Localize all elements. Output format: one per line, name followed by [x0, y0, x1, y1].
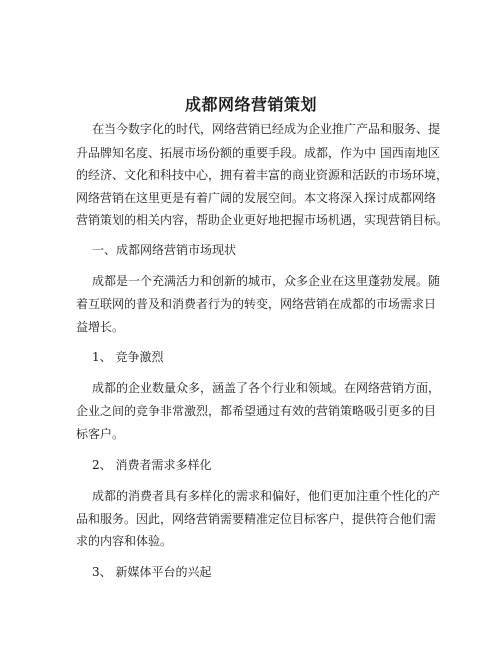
intro-line-2: 升品牌知名度、拓展市场份额的重要手段。成都，作为中 国西南地区: [76, 146, 440, 160]
point2-line-2: 品和服务。因此，网络营销需要精准定位目标客户，提供符合他们需: [76, 512, 437, 526]
intro-line-4: 网络营销在这里更是有着广阔的发展空间。本文将深入探讨成都网络: [76, 191, 437, 205]
intro-line-5: 营销策划的相关内容，帮助企业更好地把握市场机遇，实现营销目标。: [76, 213, 449, 227]
point2-line-1: 成都的消费者具有多样化的需求和偏好，他们更加注重个性化的产: [92, 489, 441, 503]
document-title: 成都网络营销策划: [184, 95, 317, 114]
point-heading-consumer-demand: 2、 消费者需求多样化: [92, 458, 212, 472]
point-heading-competition: 1、 竞争激烈: [92, 350, 164, 364]
point1-line-1: 成都的企业数量众多，涵盖了各个行业和领域。在网络营销方面，: [92, 381, 441, 395]
intro-line-1: 在当今数字化的时代，网络营销已经成为企业推广产品和服务、提: [92, 122, 441, 136]
point-heading-new-media: 3、 新媒体平台的兴起: [92, 565, 212, 579]
intro-line-3: 的经济、文化和科技中心，拥有着丰富的商业资源和活跃的市场环境，: [76, 168, 449, 182]
point1-line-3: 标客户。: [76, 427, 125, 441]
point1-line-2: 企业之间的竞争非常激烈，都希望通过有效的营销策略吸引更多的目: [76, 404, 437, 418]
section1-line-3: 益增长。: [76, 320, 125, 334]
section1-line-1: 成都是一个充满活力和创新的城市，众多企业在这里蓬勃发展。随: [92, 274, 441, 288]
point2-line-3: 求的内容和体验。: [76, 534, 173, 548]
section-heading-market-status: 一、成都网络营销市场现状: [92, 243, 237, 257]
section1-line-2: 着互联网的普及和消费者行为的转变，网络营销在成都的市场需求日: [76, 297, 437, 311]
